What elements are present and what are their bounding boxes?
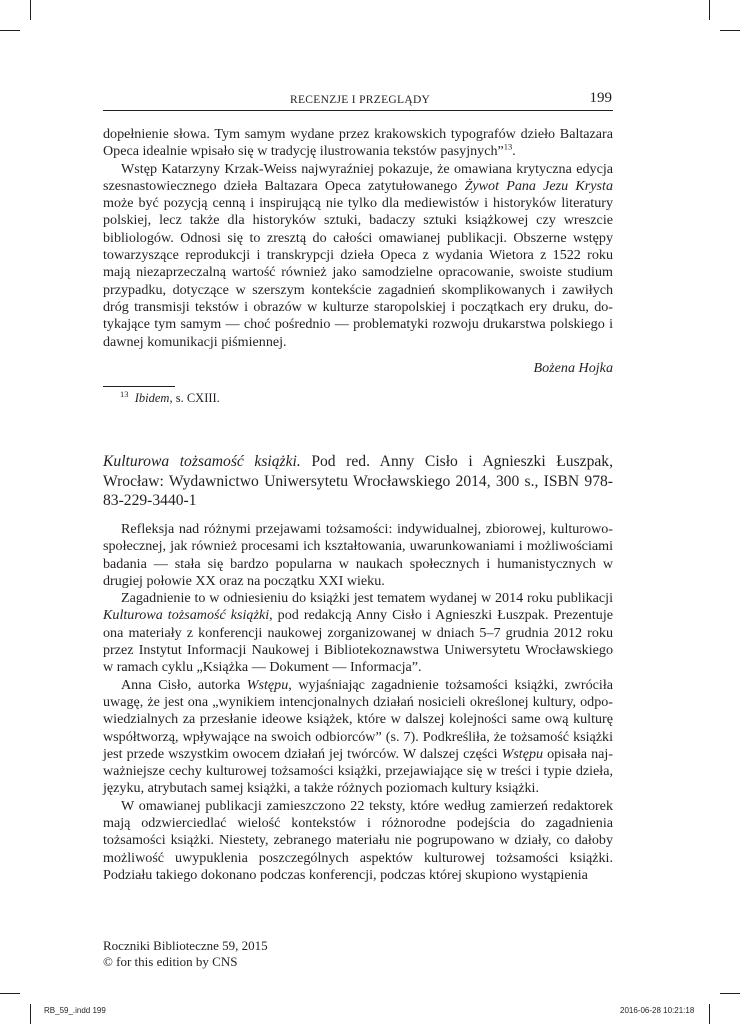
review-body bbox=[103, 521, 613, 884]
text-run: dopełnienie słowa. Tym samym wydane przez krakowskich typografów dzieło Baltazara Opeca idealnie wpisało się w tradycję ilustrowania tekstów pasyjnych” bbox=[103, 126, 613, 160]
text-run: . bbox=[512, 143, 516, 160]
slug-datetime: 2016-06-28 10:21:18 bbox=[620, 1006, 695, 1015]
review-bibliographic-info: Pod red. Anny Cisło i Agnieszki Łuszpak, Wrocław: Wydawnictwo Uniwersytetu Wrocławskiego 2014, 300 s., ISBN 978-83-229-3440-1 bbox=[103, 453, 613, 509]
book-title: Żywot Pana Jezu Krysta bbox=[464, 177, 613, 194]
text-run: Zagadnienie to w odniesieniu do książki jest tematem wydanej w 2014 roku publikacji bbox=[121, 590, 613, 607]
text-run: Wstęp Katarzyny Krzak-Weiss najwyraźniej pokazuje, że omawiana krytyczna edycja szesnastowiecznego dzieła Baltazara Opeca zatytułowanego bbox=[103, 160, 613, 194]
paragraph: Refleksja nad różnymi przejawami tożsamości: indywidualnej, zbiorowej, kulturowo-społecznej, jak również procesami ich kształtowania, uwarunkowaniami i możliwościami badania — stała się bardzo popularna w naukach społecznych i humanistycznych w drugiej połowie XX oraz na początku XXI wieku. bbox=[103, 521, 613, 589]
book-title: Kulturowa tożsamość książki bbox=[103, 607, 270, 624]
footnote bbox=[120, 390, 220, 406]
italic-term: Wstępu bbox=[501, 745, 544, 762]
crop-mark bbox=[0, 993, 20, 994]
crop-mark bbox=[709, 0, 710, 20]
crop-mark bbox=[709, 1004, 710, 1024]
reviewer-signature: Bożena Hojka bbox=[533, 359, 613, 376]
text-run: , pod redakcją Anny Cisło i Agnieszki Łuszpak. Prezentuje ona materiały z konferencji naukowej zorganizowanej w dniach 5–7 grudnia 2012 roku przez Instytut Informacji Naukowej i Bibliotekoznawstwa Uniwersytetu Wrocławskiego w ramach cyklu „Książka — Dokument — Informacja”. bbox=[103, 607, 613, 676]
footnote-ibidem: Ibidem bbox=[134, 391, 170, 405]
text-run: Anna Cisło, autorka bbox=[121, 676, 247, 693]
journal-title: Roczniki Biblioteczne 59, 2015 bbox=[103, 938, 268, 953]
copyright-line: © for this edition by CNS bbox=[103, 954, 238, 969]
paragraph bbox=[103, 161, 613, 351]
text-run: , wyjaśniając zagadnienie tożsamości książki, zwróciła uwagę, że jest ona „wynikiem intencjonalnych działań nosicieli określonej kultury, odpowiedzialnych za przesłanie ideowe książek, które w dalszej kolejności same ową kulturę współtworzą, wpływające na swoich odbiorców” (s. 7). Podkreśliła, że tożsamość książki jest przede wszystkim owocem działań jej twórców. W dalszej części bbox=[103, 676, 613, 762]
page-number: 199 bbox=[589, 90, 612, 106]
italic-term: Wstępu bbox=[246, 676, 289, 693]
footnote-ref: 13 bbox=[503, 141, 513, 152]
crop-mark bbox=[0, 30, 20, 31]
paragraph bbox=[103, 677, 613, 798]
review-book-title: Kulturowa tożsamość książki. bbox=[103, 453, 301, 470]
header-rule bbox=[103, 110, 613, 111]
paragraph bbox=[103, 126, 613, 161]
crop-mark bbox=[720, 30, 740, 31]
slug-filename: RB_59_.indd 199 bbox=[44, 1006, 106, 1015]
review-heading bbox=[103, 452, 613, 511]
crop-mark bbox=[30, 0, 31, 20]
paragraph: W omawianej publikacji zamieszczono 22 teksty, które według zamierzeń redaktorek mają odzwierciedlać wielość kontekstów i różnorodne podejścia do zagadnienia tożsamości książki. Niestety, zebranego materiału nie pogrupowano w działy, co dałoby możliwość uwypuklenia poszczególnych aspektów kulturowej tożsamości książki. Podziału takiego dokonano podczas konferencji, podczas której skupiono wystąpienia bbox=[103, 797, 613, 883]
footnote-text: , s. CXIII. bbox=[169, 391, 220, 405]
text-run: opisała najważniejsze cechy kulturowej tożsamości książki, przejawiające się w treści i typie dzieła, języku, atrybutach samej książki, a także różnych poziomach kultury książki. bbox=[103, 745, 613, 797]
crop-mark bbox=[720, 993, 740, 994]
footnote-number: 13 bbox=[120, 388, 129, 399]
footnote-rule bbox=[103, 386, 175, 387]
journal-footer bbox=[103, 938, 268, 970]
crop-mark bbox=[30, 1004, 31, 1024]
running-head: RECENZJE I PRZEGLĄDY bbox=[290, 94, 431, 106]
paragraph bbox=[103, 590, 613, 676]
previous-review bbox=[103, 126, 613, 377]
text-run: może być pozycją cenną i inspirującą nie tylko dla mediewistów i historyków literatury polskiej, lecz także dla historyków sztuki, badaczy sztuki książkowej czy wreszcie bibliologów. Odnosi się to zresztą do całości omawianej publikacji. Obszerne wstępy towarzyszące reprodukcji i transkrypcji dzieła Opeca z wydania Wietora z 1522 roku mają niezaprzeczalną wartość również jako samodzielne opracowanie, swoiste studium przypadku, dotyczące w szerszym kontekście zagadnień skomplikowanych i zawiłych dróg transmisji tekstów i obrazów w kulturze staropolskiej i początkach ery druku, dotykające tym samym — choć pośrednio — problematyki rozwoju drukarstwa polskiego i dawnej komunikacji piśmiennej. bbox=[103, 195, 613, 350]
